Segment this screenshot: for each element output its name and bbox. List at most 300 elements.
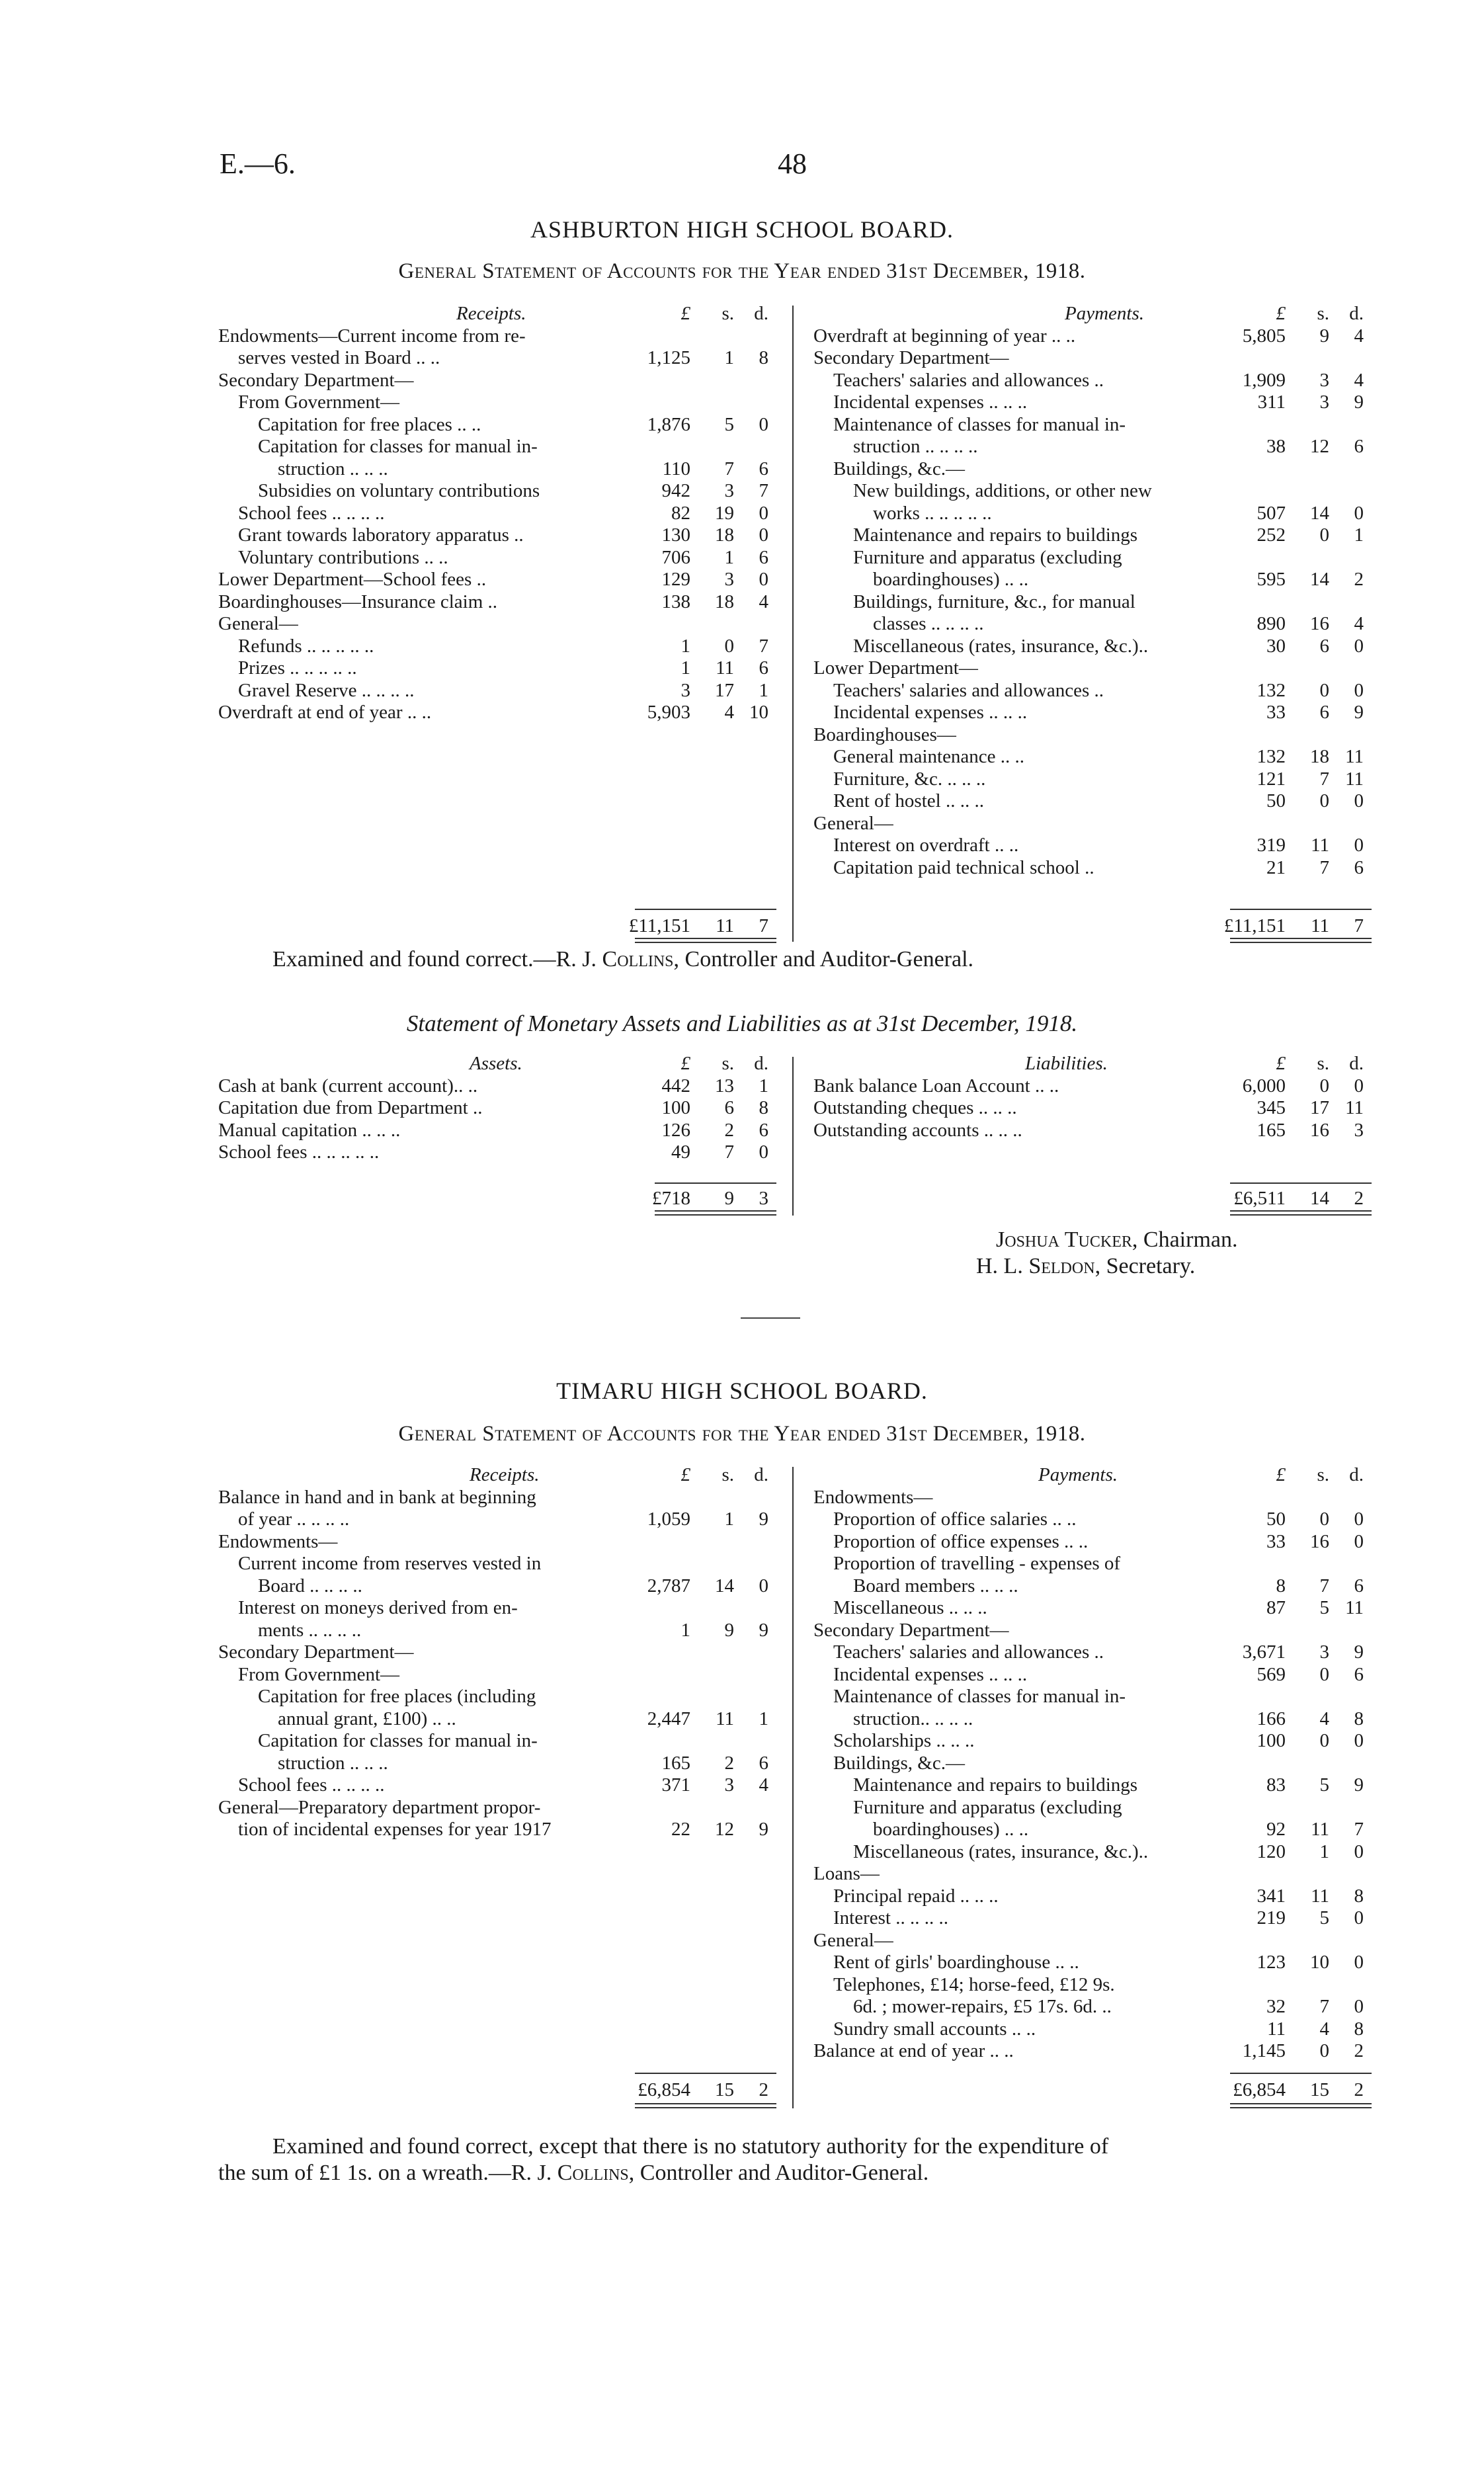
- double-rule: [655, 1210, 776, 1212]
- ledger-row: [813, 746, 1376, 768]
- row-label: Loans—: [813, 1863, 880, 1884]
- auditor-name: Collins: [557, 2161, 629, 2185]
- row-pounds: 1,125: [647, 347, 690, 368]
- row-label: serves vested in Board .. ..: [238, 347, 440, 368]
- row-label: Maintenance and repairs to buildings: [853, 1774, 1138, 1796]
- row-label: Proportion of office expenses .. ..: [833, 1530, 1089, 1552]
- ledger-row: [218, 1509, 780, 1531]
- row-shillings: 18: [715, 524, 734, 546]
- row-label: Prizes .. .. .. .. ..: [238, 657, 357, 679]
- row-pence: 6: [759, 1119, 768, 1141]
- row-label: Board .. .. .. ..: [258, 1575, 362, 1596]
- row-label: Teachers' salaries and allowances ..: [833, 679, 1104, 701]
- ledger-row: [813, 1863, 1376, 1885]
- total-pounds: £6,854: [638, 2079, 690, 2100]
- ledger-row: [813, 702, 1376, 724]
- row-pounds: 5,805: [1242, 325, 1286, 347]
- row-label: Secondary Department—: [813, 347, 1009, 368]
- rule: [1230, 2073, 1372, 2074]
- row-shillings: 0: [1319, 524, 1329, 546]
- row-shillings: 3: [724, 480, 734, 501]
- col-shillings: s.: [721, 1053, 734, 1074]
- row-pounds: 83: [1266, 1774, 1286, 1796]
- row-pence: 8: [759, 1097, 768, 1118]
- row-label: Telephones, £14; horse-feed, £12 9s.: [833, 1973, 1115, 1995]
- row-pence: 6: [759, 458, 768, 479]
- ledger-row: [218, 591, 780, 614]
- row-label: ments .. .. .. ..: [258, 1619, 362, 1641]
- ledger-row: [218, 1620, 780, 1642]
- ledger-row: [813, 680, 1376, 702]
- row-label: Maintenance of classes for manual in-: [833, 413, 1126, 435]
- row-pence: 4: [759, 591, 768, 612]
- secretary-name: Seldon: [1028, 1254, 1095, 1278]
- ledger-row: [813, 1797, 1376, 1819]
- ledger-row: [218, 1487, 780, 1509]
- row-pence: 0: [1354, 1907, 1364, 1928]
- row-shillings: 0: [1319, 2040, 1329, 2061]
- row-shillings: 11: [716, 657, 734, 679]
- row-shillings: 0: [1319, 1663, 1329, 1685]
- row-pence: 9: [759, 1819, 768, 1840]
- row-pounds: 1: [680, 1619, 690, 1641]
- row-label: Miscellaneous (rates, insurance, &c.)..: [853, 635, 1149, 657]
- row-pounds: 219: [1257, 1907, 1286, 1928]
- ledger-row: [813, 857, 1376, 880]
- row-label: Furniture and apparatus (excluding: [853, 1796, 1122, 1818]
- ledger-row: [813, 657, 1376, 680]
- row-pence: 11: [1345, 746, 1364, 767]
- row-label: Capitation due from Department ..: [218, 1097, 483, 1118]
- col-pounds: £: [680, 1464, 690, 1485]
- row-label: General—: [218, 613, 298, 634]
- ledger-row: [813, 1575, 1376, 1598]
- total-pence: 7: [1354, 915, 1364, 936]
- row-pence: 6: [1354, 1663, 1364, 1685]
- row-shillings: 11: [716, 1708, 734, 1729]
- ledger-row: [813, 458, 1376, 481]
- row-pounds: 890: [1257, 613, 1286, 634]
- row-label: Proportion of travelling - expenses of: [833, 1553, 1121, 1574]
- row-pounds: 50: [1266, 1509, 1286, 1530]
- row-label: Balance in hand and in bank at beginning: [218, 1486, 536, 1508]
- row-shillings: 0: [724, 635, 734, 657]
- row-label: Endowments—: [813, 1486, 933, 1508]
- row-label: Rent of hostel .. .. ..: [833, 790, 984, 811]
- row-label: Interest .. .. .. ..: [833, 1907, 948, 1928]
- audit-prefix: the sum of £1 1s. on a wreath.—R. J.: [218, 2161, 557, 2185]
- row-label: Maintenance and repairs to buildings: [853, 524, 1138, 546]
- row-label: Current income from reserves vested in: [238, 1553, 542, 1574]
- row-label: Grant towards laboratory apparatus ..: [238, 524, 524, 546]
- total-pounds: £6,511: [1233, 1188, 1286, 1209]
- ledger-row: [813, 1097, 1376, 1120]
- row-pounds: 2,787: [647, 1575, 690, 1596]
- col-shillings: s.: [721, 303, 734, 324]
- total-shillings: 14: [1310, 1188, 1329, 1209]
- row-pence: 6: [759, 657, 768, 679]
- row-shillings: 4: [724, 702, 734, 723]
- row-label: Bank balance Loan Account .. ..: [813, 1075, 1059, 1097]
- row-label: works .. .. .. .. ..: [873, 502, 992, 524]
- row-pounds: 1,145: [1242, 2040, 1286, 2061]
- ledger-row: [813, 1620, 1376, 1642]
- row-label: General—: [813, 812, 893, 834]
- double-rule: [1230, 942, 1372, 943]
- ledger-row: [813, 1930, 1376, 1952]
- row-shillings: 14: [1310, 502, 1329, 524]
- row-shillings: 14: [715, 1575, 734, 1596]
- ledger-row: [218, 1120, 780, 1142]
- column-divider: [792, 306, 794, 942]
- row-label: 6d. ; mower-repairs, £5 17s. 6d. ..: [853, 1996, 1112, 2017]
- row-shillings: 5: [1319, 1774, 1329, 1796]
- total-pence: 3: [759, 1188, 768, 1209]
- double-rule: [655, 1214, 776, 1216]
- ledger-row: [813, 1487, 1376, 1509]
- timaru-receipts-table: [218, 1464, 780, 1841]
- row-label: Outstanding accounts .. .. ..: [813, 1119, 1022, 1141]
- row-shillings: 11: [1311, 1819, 1329, 1840]
- col-pence: d.: [1349, 1053, 1364, 1074]
- row-pence: 6: [759, 546, 768, 568]
- ledger-row: [813, 1885, 1376, 1908]
- ledger-row: [813, 1686, 1376, 1708]
- ledger-row: [218, 636, 780, 658]
- row-shillings: 7: [724, 458, 734, 479]
- row-label: Principal repaid .. .. ..: [833, 1885, 999, 1907]
- row-shillings: 1: [724, 347, 734, 368]
- ledger-row: [218, 1597, 780, 1620]
- page-number: 48: [778, 147, 807, 180]
- ledger-row: [218, 325, 780, 348]
- section-separator: [741, 1317, 800, 1319]
- ledger-row: [218, 1575, 780, 1598]
- row-label: Buildings, &c.—: [833, 458, 965, 479]
- row-pence: 9: [1354, 1774, 1364, 1796]
- liabilities-header: Liabilities.: [1025, 1053, 1108, 1074]
- ledger-row: [813, 1664, 1376, 1686]
- row-shillings: 17: [715, 679, 734, 701]
- row-label: General—Preparatory department propor-: [218, 1796, 541, 1818]
- total-shillings: 11: [1311, 915, 1329, 936]
- audit-suffix: , Controller and Auditor-General.: [673, 947, 974, 972]
- ledger-row: [813, 569, 1376, 591]
- row-label: From Government—: [238, 392, 400, 413]
- assets-total: [218, 1188, 780, 1210]
- ledger-row: [813, 436, 1376, 458]
- row-pence: 9: [759, 1509, 768, 1530]
- row-pence: 0: [1354, 835, 1364, 856]
- ledger-row: [218, 1774, 780, 1797]
- row-pence: 3: [1354, 1119, 1364, 1141]
- row-shillings: 1: [724, 546, 734, 568]
- row-pounds: 2,447: [647, 1708, 690, 1729]
- row-shillings: 4: [1319, 2018, 1329, 2040]
- row-label: Sundry small accounts .. ..: [833, 2018, 1036, 2040]
- row-pounds: 6,000: [1242, 1075, 1286, 1097]
- row-label: Capitation for free places (including: [258, 1686, 536, 1707]
- row-label: Subsidies on voluntary contributions: [258, 480, 540, 501]
- ledger-row: [813, 591, 1376, 614]
- row-shillings: 1: [1319, 1841, 1329, 1862]
- rule: [635, 2073, 776, 2074]
- ledger-row: [813, 1075, 1376, 1098]
- row-shillings: 9: [1319, 325, 1329, 347]
- row-pence: 4: [1354, 325, 1364, 347]
- timaru-payments-table: [813, 1464, 1376, 2063]
- ledger-row: [218, 1753, 780, 1775]
- row-label: Secondary Department—: [218, 1641, 414, 1663]
- ledger-row: [218, 503, 780, 525]
- row-pence: 0: [1354, 502, 1364, 524]
- total-shillings: 15: [715, 2079, 734, 2100]
- col-pence: d.: [1349, 303, 1364, 324]
- row-label: Teachers' salaries and allowances ..: [833, 1641, 1104, 1663]
- ledger-row: [813, 1841, 1376, 1864]
- ledger-row: [218, 392, 780, 414]
- row-pence: 10: [749, 702, 768, 723]
- row-label: Secondary Department—: [218, 369, 414, 391]
- row-shillings: 5: [724, 413, 734, 435]
- row-pence: 0: [1354, 1952, 1364, 1973]
- row-label: Board members .. .. ..: [853, 1575, 1018, 1596]
- ledger-row: [813, 1597, 1376, 1620]
- ledger-row: [813, 1730, 1376, 1753]
- row-label: Scholarships .. .. ..: [833, 1730, 975, 1751]
- row-label: Manual capitation .. .. ..: [218, 1119, 401, 1141]
- row-pence: 4: [759, 1774, 768, 1796]
- row-label: Balance at end of year .. ..: [813, 2040, 1014, 2061]
- row-pence: 11: [1345, 768, 1364, 790]
- row-shillings: 7: [1319, 1996, 1329, 2017]
- row-label: Capitation for classes for manual in-: [258, 1730, 538, 1751]
- row-label: Interest on moneys derived from en-: [238, 1597, 518, 1618]
- ledger-row: [218, 547, 780, 569]
- row-shillings: 2: [724, 1752, 734, 1774]
- timaru-audit-note: [218, 2133, 1376, 2186]
- row-pence: 0: [1354, 790, 1364, 811]
- rule: [1230, 909, 1372, 910]
- total-shillings: 9: [724, 1188, 734, 1209]
- row-pence: 1: [759, 1075, 768, 1097]
- row-shillings: 6: [1319, 635, 1329, 657]
- row-label: Buildings, furniture, &c., for manual: [853, 591, 1135, 612]
- row-pence: 1: [1354, 524, 1364, 546]
- row-pence: 7: [759, 635, 768, 657]
- signature-chairman: [996, 1227, 1237, 1253]
- row-shillings: 18: [715, 591, 734, 612]
- ledger-row: [813, 480, 1376, 503]
- row-pence: 8: [759, 347, 768, 368]
- ledger-row: [813, 636, 1376, 658]
- total-pence: 7: [759, 915, 768, 936]
- row-label: Boardinghouses—: [813, 724, 956, 745]
- ashburton-audit-note: [272, 947, 973, 972]
- ledger-row: [813, 1509, 1376, 1531]
- row-label: Secondary Department—: [813, 1619, 1009, 1641]
- timaru-subtitle: General Statement of Accounts for the Year ended 31st December, 1918.: [398, 1422, 1086, 1446]
- row-pence: 1: [759, 679, 768, 701]
- chairman-role: , Chairman.: [1132, 1227, 1238, 1252]
- chairman-name: Joshua Tucker: [996, 1227, 1132, 1252]
- row-shillings: 6: [724, 1097, 734, 1118]
- row-pence: 0: [759, 1141, 768, 1163]
- row-label: Gravel Reserve .. .. .. ..: [238, 679, 415, 701]
- row-label: Lower Department—: [813, 657, 978, 679]
- row-label: Furniture, &c. .. .. ..: [833, 768, 986, 790]
- ashburton-receipts-table: [218, 303, 780, 724]
- row-label: Incidental expenses .. .. ..: [833, 702, 1028, 723]
- row-pounds: 252: [1257, 524, 1286, 546]
- ledger-row: [813, 524, 1376, 547]
- row-pounds: 1: [680, 635, 690, 657]
- row-label: Teachers' salaries and allowances ..: [833, 369, 1104, 391]
- row-pounds: 5,903: [647, 702, 690, 723]
- row-label: Furniture and apparatus (excluding: [853, 546, 1122, 568]
- row-pounds: 82: [671, 502, 690, 524]
- row-pounds: 165: [1257, 1119, 1286, 1141]
- row-pounds: 21: [1266, 856, 1286, 878]
- row-label: struction .. .. ..: [278, 1752, 388, 1774]
- row-shillings: 3: [1319, 369, 1329, 391]
- ledger-row: [218, 370, 780, 392]
- row-shillings: 13: [715, 1075, 734, 1097]
- row-shillings: 0: [1319, 1730, 1329, 1751]
- ledger-row: [813, 1774, 1376, 1797]
- ledger-row: [813, 347, 1376, 370]
- audit-line-2: [218, 2160, 1376, 2186]
- row-label: General—: [813, 1929, 893, 1951]
- ledger-row: [813, 813, 1376, 835]
- row-label: Capitation for free places .. ..: [258, 413, 481, 435]
- liabilities-table: [813, 1053, 1376, 1141]
- ledger-row: [218, 1097, 780, 1120]
- row-label: struction .. .. ..: [278, 458, 388, 479]
- row-shillings: 3: [724, 569, 734, 590]
- ledger-row: [813, 835, 1376, 857]
- row-shillings: 4: [1319, 1708, 1329, 1729]
- row-label: Outstanding cheques .. .. ..: [813, 1097, 1017, 1118]
- row-label: Interest on overdraft .. ..: [833, 835, 1019, 856]
- receipts-header: Receipts.: [456, 303, 526, 324]
- ledger-row: [218, 1819, 780, 1841]
- total-pence: 2: [1354, 1188, 1364, 1209]
- ledger-row: [813, 2018, 1376, 2041]
- row-pounds: 132: [1257, 679, 1286, 701]
- row-pounds: 123: [1257, 1952, 1286, 1973]
- row-pounds: 110: [662, 458, 690, 479]
- row-pounds: 345: [1257, 1097, 1286, 1118]
- row-label: New buildings, additions, or other new: [853, 480, 1152, 501]
- row-pence: 6: [759, 1752, 768, 1774]
- col-shillings: s.: [721, 1464, 734, 1485]
- row-label: Overdraft at beginning of year .. ..: [813, 325, 1076, 347]
- row-shillings: 7: [1319, 856, 1329, 878]
- column-divider: [792, 1467, 794, 2108]
- double-rule: [635, 2103, 776, 2104]
- col-pence: d.: [1349, 1464, 1364, 1485]
- ledger-row: [218, 1686, 780, 1708]
- row-shillings: 5: [1319, 1907, 1329, 1928]
- total-shillings: 11: [716, 915, 734, 936]
- row-pounds: 165: [661, 1752, 690, 1774]
- row-pounds: 11: [1267, 2018, 1286, 2040]
- column-divider: [792, 1057, 794, 1216]
- row-pounds: 8: [1276, 1575, 1286, 1596]
- row-pence: 8: [1354, 1708, 1364, 1729]
- row-pence: 6: [1354, 1575, 1364, 1596]
- row-shillings: 3: [1319, 1641, 1329, 1663]
- row-shillings: 11: [1311, 835, 1329, 856]
- row-label: Refunds .. .. .. .. ..: [238, 635, 374, 657]
- row-label: Incidental expenses .. .. ..: [833, 1663, 1028, 1685]
- row-pence: 9: [1354, 392, 1364, 413]
- row-label: annual grant, £100) .. ..: [278, 1708, 456, 1729]
- assets-header: Assets.: [470, 1053, 522, 1074]
- ledger-row: [218, 1553, 780, 1575]
- row-shillings: 14: [1310, 569, 1329, 590]
- row-pence: 9: [1354, 702, 1364, 723]
- row-pence: 6: [1354, 436, 1364, 457]
- ledger-row: [218, 1531, 780, 1553]
- page-ref: E.—6.: [220, 147, 296, 180]
- audit-suffix: , Controller and Auditor-General.: [628, 2161, 929, 2185]
- ledger-row: [813, 1708, 1376, 1731]
- rule: [635, 909, 776, 910]
- row-pence: 0: [759, 413, 768, 435]
- double-rule: [635, 942, 776, 943]
- row-label: of year .. .. .. ..: [238, 1509, 350, 1530]
- timaru-title: TIMARU HIGH SCHOOL BOARD.: [556, 1378, 928, 1404]
- row-pence: 0: [1354, 1730, 1364, 1751]
- ledger-row: [218, 657, 780, 680]
- row-label: Endowments—: [218, 1530, 338, 1552]
- row-pounds: 32: [1266, 1996, 1286, 2017]
- row-pounds: 507: [1257, 502, 1286, 524]
- receipts-header: Receipts.: [470, 1464, 540, 1485]
- row-label: School fees .. .. .. ..: [238, 502, 385, 524]
- row-label: Voluntary contributions .. ..: [238, 546, 448, 568]
- ledger-row: [813, 724, 1376, 747]
- row-pounds: 3,671: [1242, 1641, 1286, 1663]
- row-pounds: 129: [661, 569, 690, 590]
- col-pounds: £: [1276, 303, 1286, 324]
- row-pence: 0: [759, 502, 768, 524]
- row-label: Incidental expenses .. .. ..: [833, 392, 1028, 413]
- row-pence: 0: [1354, 635, 1364, 657]
- liabilities-total: [813, 1188, 1376, 1210]
- row-pence: 2: [1354, 2040, 1364, 2061]
- ledger-row: [218, 1708, 780, 1731]
- auditor-name: Collins: [602, 947, 674, 972]
- ledger-row: [218, 436, 780, 458]
- row-label: General maintenance .. ..: [833, 746, 1025, 767]
- row-pounds: 30: [1266, 635, 1286, 657]
- ledger-row: [813, 1553, 1376, 1575]
- row-pounds: 311: [1257, 392, 1286, 413]
- row-pence: 2: [1354, 569, 1364, 590]
- row-pounds: 371: [661, 1774, 690, 1796]
- row-pounds: 706: [661, 546, 690, 568]
- ledger-row: [813, 370, 1376, 392]
- row-pounds: 49: [671, 1141, 690, 1163]
- row-pence: 6: [1354, 856, 1364, 878]
- row-shillings: 18: [1310, 746, 1329, 767]
- ledger-row: [218, 1730, 780, 1753]
- ledger-row: [218, 524, 780, 547]
- total-pence: 2: [759, 2079, 768, 2100]
